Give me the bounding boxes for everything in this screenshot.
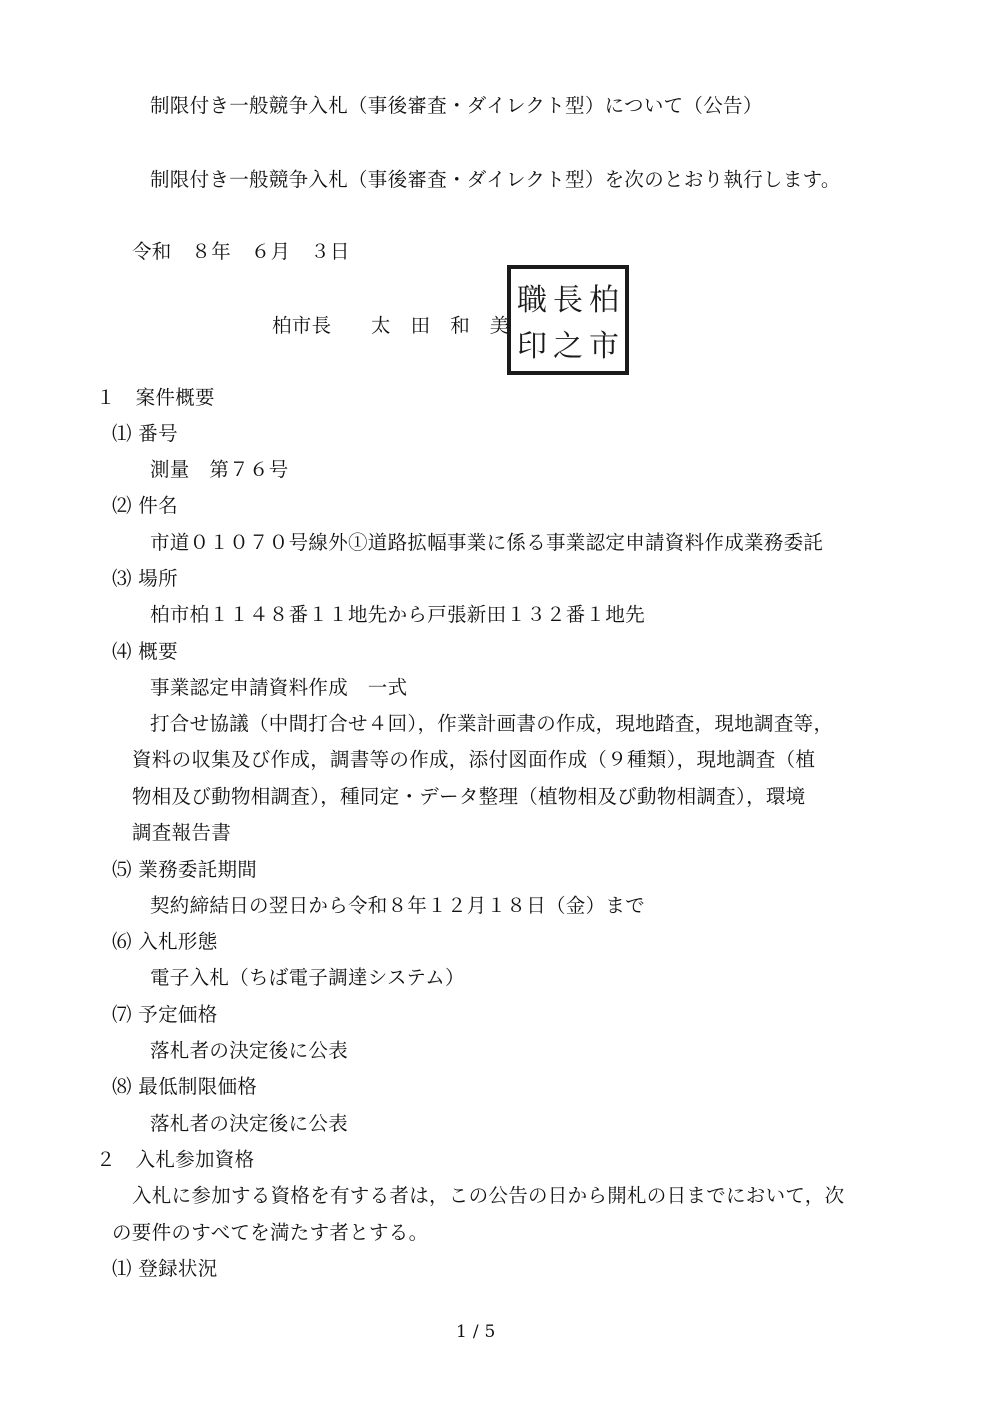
item3-value: 柏市柏１１４８番１１地先から戸張新田１３２番１地先	[150, 603, 646, 626]
item2-value: 市道０１０７０号線外①道路拡幅事業に係る事業認定申請資料作成業務委託	[150, 531, 824, 554]
section2-body-line1: 入札に参加する資格を有する者は，この公告の日から開札の日までにおいて，次	[132, 1184, 845, 1207]
seal-character: 職	[517, 283, 547, 318]
item4-line1: 事業認定申請資料作成 一式	[150, 676, 408, 699]
item6-value: 電子入札（ちば電子調達システム）	[150, 966, 465, 989]
seal-character: 之	[553, 329, 583, 364]
signatory: 柏市長 太 田 和 美	[272, 314, 510, 337]
seal-character: 市	[589, 329, 619, 364]
intro-text: 制限付き一般競争入札（事後審査・ダイレクト型）を次のとおり執行します。	[150, 168, 841, 191]
seal-character: 印	[517, 329, 547, 364]
document-title: 制限付き一般競争入札（事後審査・ダイレクト型）について（公告）	[150, 94, 763, 117]
item7-label: ⑺ 予定価格	[112, 1003, 218, 1026]
item1-label: ⑴ 番号	[112, 422, 178, 445]
section2-heading: ２ 入札参加資格	[96, 1148, 255, 1171]
item1-value: 測量 第７６号	[150, 458, 289, 481]
issue-date: 令和 ８年 ６月 ３日	[132, 240, 350, 263]
item8-label: ⑻ 最低制限価格	[112, 1075, 258, 1098]
section2-item1-label: ⑴ 登録状況	[112, 1257, 218, 1280]
item5-value: 契約締結日の翌日から令和８年１２月１８日（金）まで	[150, 894, 646, 917]
item4-line5: 調査報告書	[132, 821, 232, 844]
item5-label: ⑸ 業務委託期間	[112, 858, 258, 881]
item3-label: ⑶ 場所	[112, 567, 178, 590]
section1-heading: １ 案件概要	[96, 386, 215, 409]
page-number: 1 / 5	[456, 1322, 496, 1342]
item6-label: ⑹ 入札形態	[112, 930, 218, 953]
section2-body-line2: の要件のすべてを満たす者とする。	[112, 1221, 429, 1244]
item4-line2: 打合せ協議（中間打合せ４回），作業計画書の作成，現地踏査，現地調査等，	[150, 712, 834, 735]
item4-line4: 物相及び動物相調査），種同定・データ整理（植物相及び動物相調査），環境	[132, 785, 806, 808]
item8-value: 落札者の決定後に公表	[150, 1112, 349, 1135]
seal-character: 柏	[589, 283, 619, 318]
item4-label: ⑷ 概要	[112, 640, 178, 663]
official-seal-icon	[506, 264, 630, 376]
seal-character: 長	[553, 283, 583, 318]
item2-label: ⑵ 件名	[112, 494, 178, 517]
item4-line3: 資料の収集及び作成，調書等の作成，添付図面作成（９種類），現地調査（植	[132, 748, 816, 771]
item7-value: 落札者の決定後に公表	[150, 1039, 349, 1062]
